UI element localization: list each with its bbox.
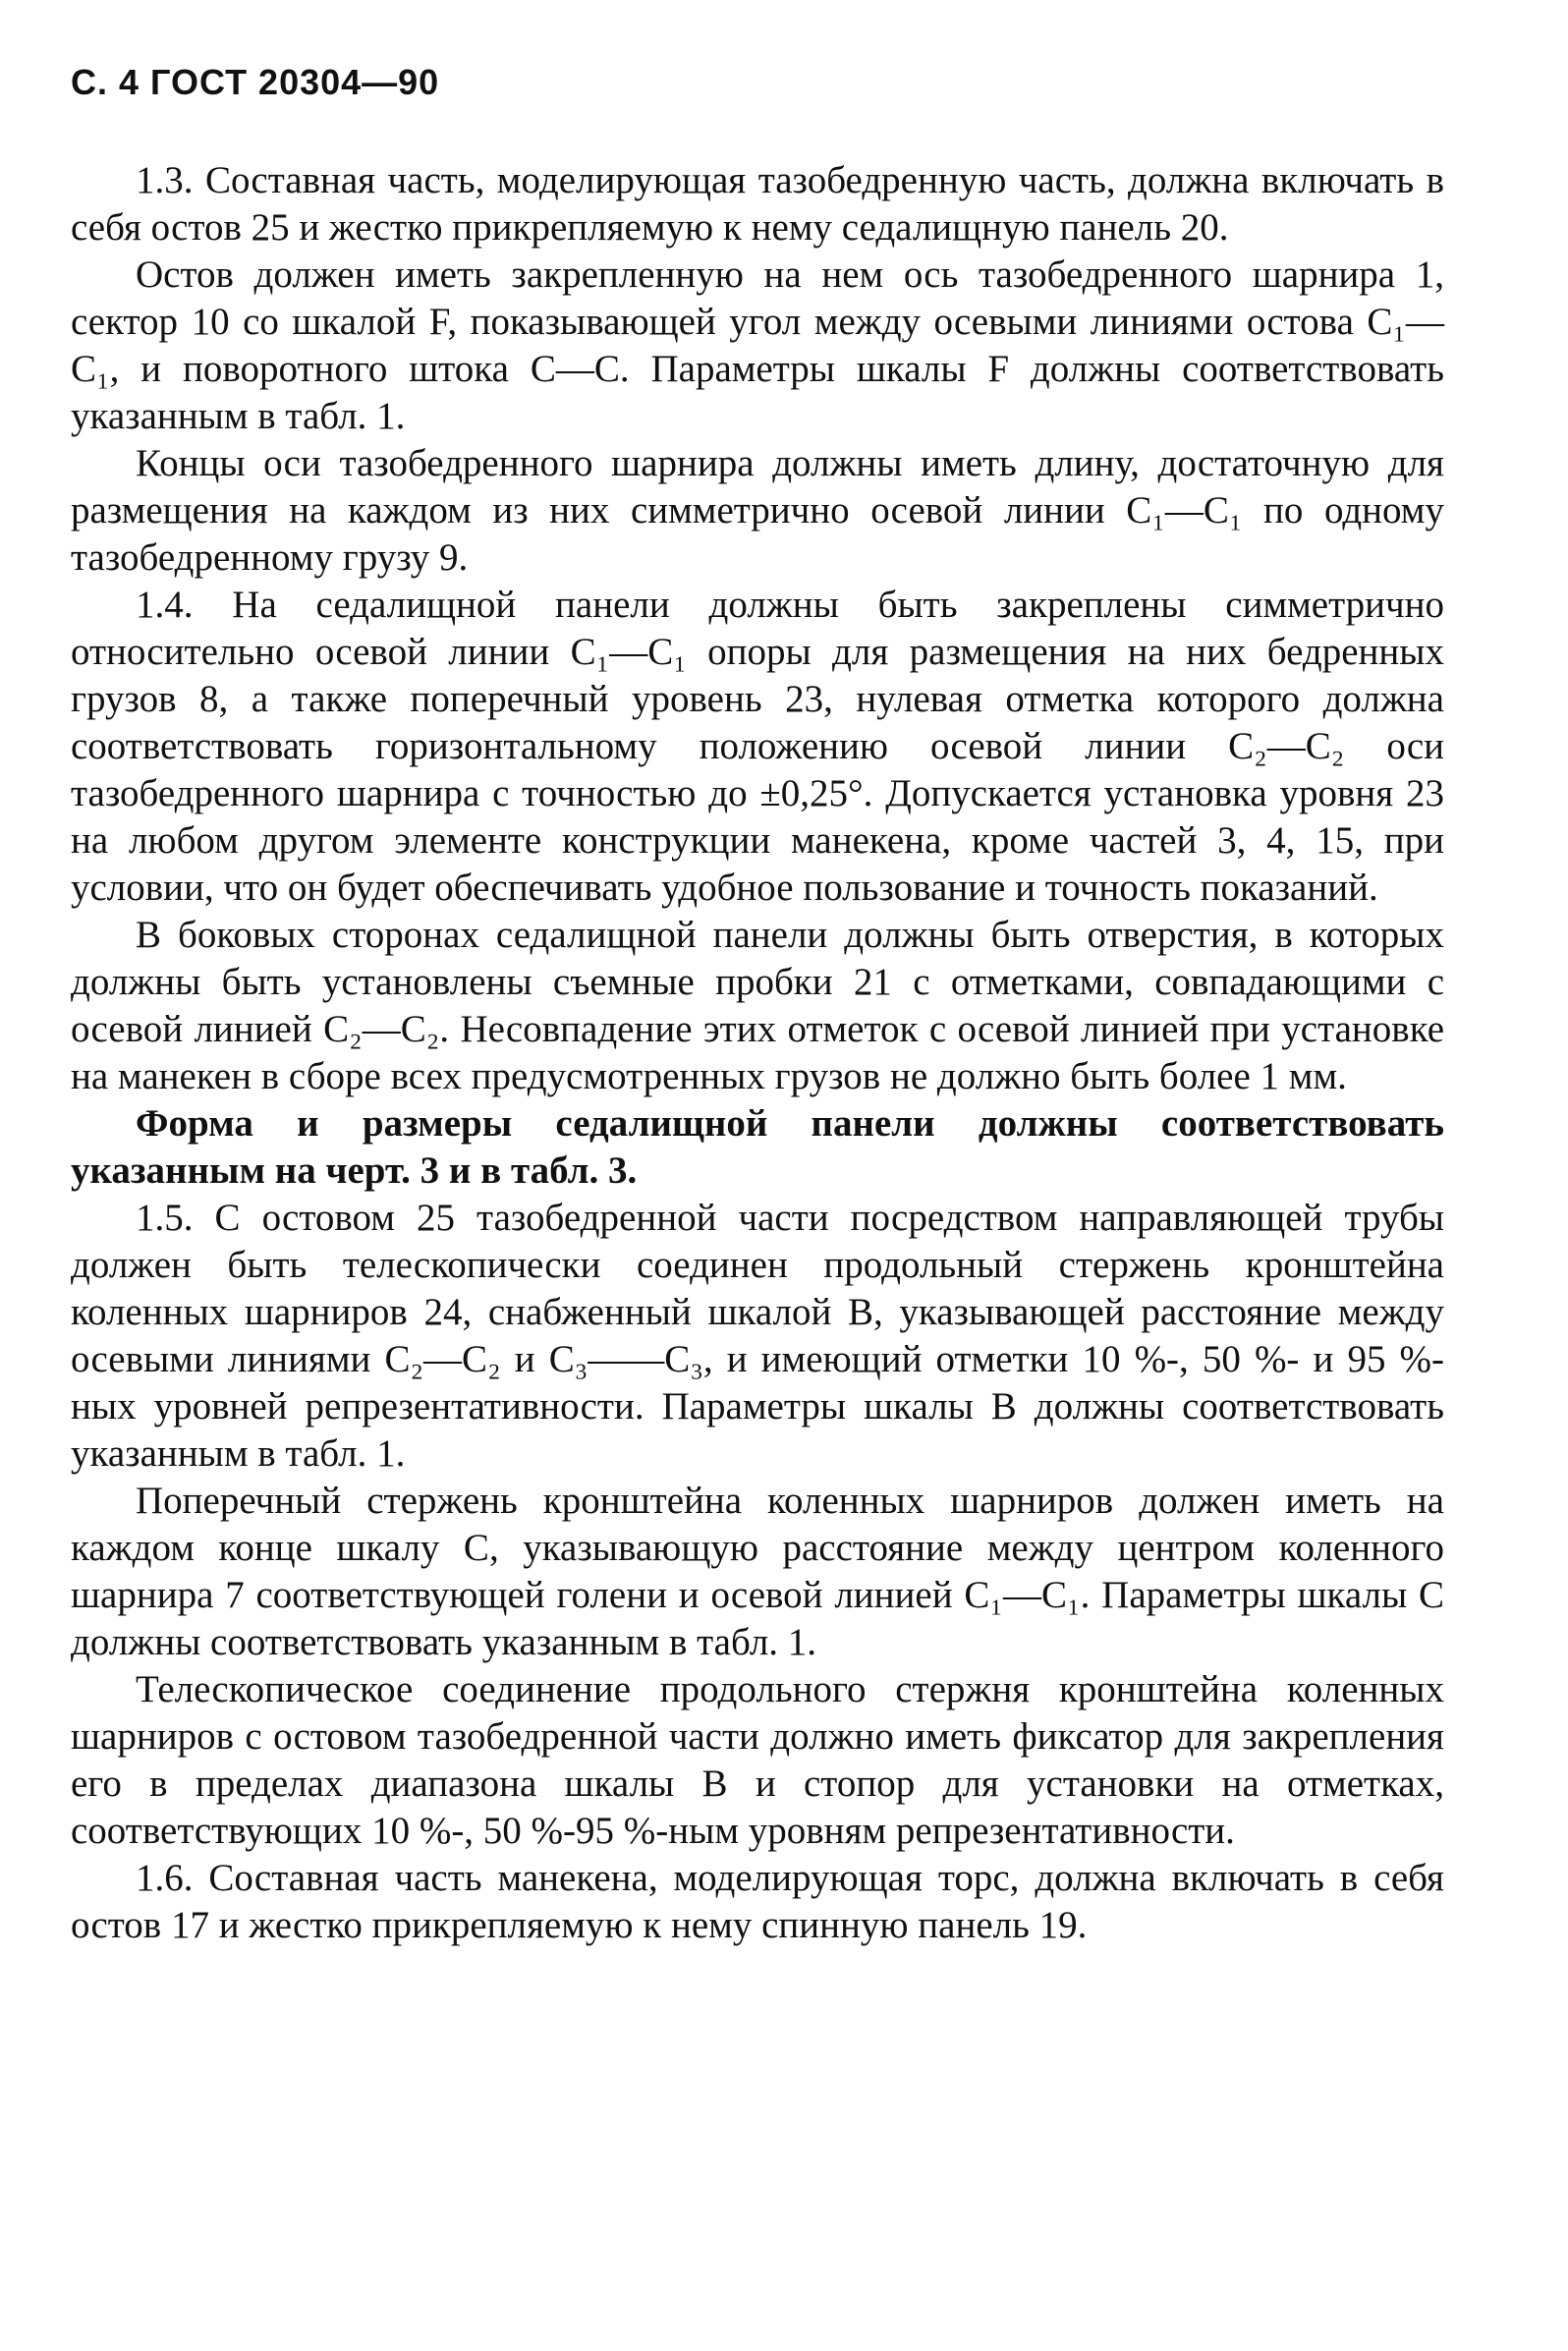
paragraph-side-holes: В боковых сторонах седалищной панели должны быть отверстия, в которых должны быть установлены съемные пробки 21 с отметками, совпадающими с осевой линией C₂—C₂. Несовпадение этих отметок с осевой линией при установке на манекен в сборе всех предусмотренных грузов не должно быть более 1 мм.	[71, 914, 1444, 1097]
page-header: С. 4 ГОСТ 20304—90	[71, 62, 440, 102]
paragraph-1-6: 1.6. Составная часть манекена, моделирующая торс, должна включать в себя остов 17 и жестко прикрепляемую к нему спинную панель 19.	[71, 1857, 1444, 1946]
paragraph-1-5: 1.5. С остовом 25 тазобедренной части посредством направляющей трубы должен быть телескопически соединен продольный стержень кронштейна коленных шарниров 24, снабженный шкалой B, указывающей расстояние между осевыми линиями C₂—C₂ и C₃——C₃, и имеющий отметки 10 %-, 50 %- и 95 %-ных уровней репрезентативности. Параметры шкалы B должны соответствовать указанным в табл. 1.	[71, 1197, 1444, 1475]
paragraph-frame-axis: Остов должен иметь закрепленную на нем ось тазобедренного шарнира 1, сектор 10 со шкалой F, показывающей угол между осевыми линиями остова C₁—C₁, и поворотного штока C—C. Параметры шкалы F должны соответствовать указанным в табл. 1.	[71, 253, 1444, 437]
paragraph-telescopic-joint: Телескопическое соединение продольного стержня кронштейна коленных шарниров с остовом тазобедренной части должно иметь фиксатор для закрепления его в пределах диапазона шкалы B и стопор для установки на отметках, соответствующих 10 %-, 50 %-95 %-ным уровням репрезентативности.	[71, 1668, 1444, 1852]
paragraph-1-4: 1.4. На седалищной панели должны быть закреплены симметрично относительно осевой линии C₁—C₁ опоры для размещения на них бедренных грузов 8, а также поперечный уровень 23, нулевая отметка которого должна соответствовать горизонтальному положению осевой линии C₂—C₂ оси тазобедренного шарнира с точностью до ±0,25°. Допускается установка уровня 23 на любом другом элементе конструкции манекена, кроме частей 3, 4, 15, при условии, что он будет обеспечивать удобное пользование и точность показаний.	[71, 584, 1444, 909]
paragraph-axis-ends: Концы оси тазобедренного шарнира должны иметь длину, достаточную для размещения на каждом из них симметрично осевой линии C₁—C₁ по одному тазобедренному грузу 9.	[71, 442, 1444, 579]
paragraph-cross-rod: Поперечный стержень кронштейна коленных шарниров должен иметь на каждом конце шкалу C, указывающую расстояние между центром коленного шарнира 7 соответствующей голени и осевой линией C₁—C₁. Параметры шкалы C должны соответствовать указанным в табл. 1.	[71, 1480, 1444, 1663]
document-page	[71, 59, 1444, 1949]
paragraph-1-3: 1.3. Составная часть, моделирующая тазобедренную часть, должна включать в себя остов 25 и жестко прикрепляемую к нему седалищную панель 20.	[71, 159, 1444, 249]
paragraph-panel-shape: Форма и размеры седалищной панели должны соответствовать указанным на черт. 3 и в табл. 3.	[71, 1102, 1444, 1192]
